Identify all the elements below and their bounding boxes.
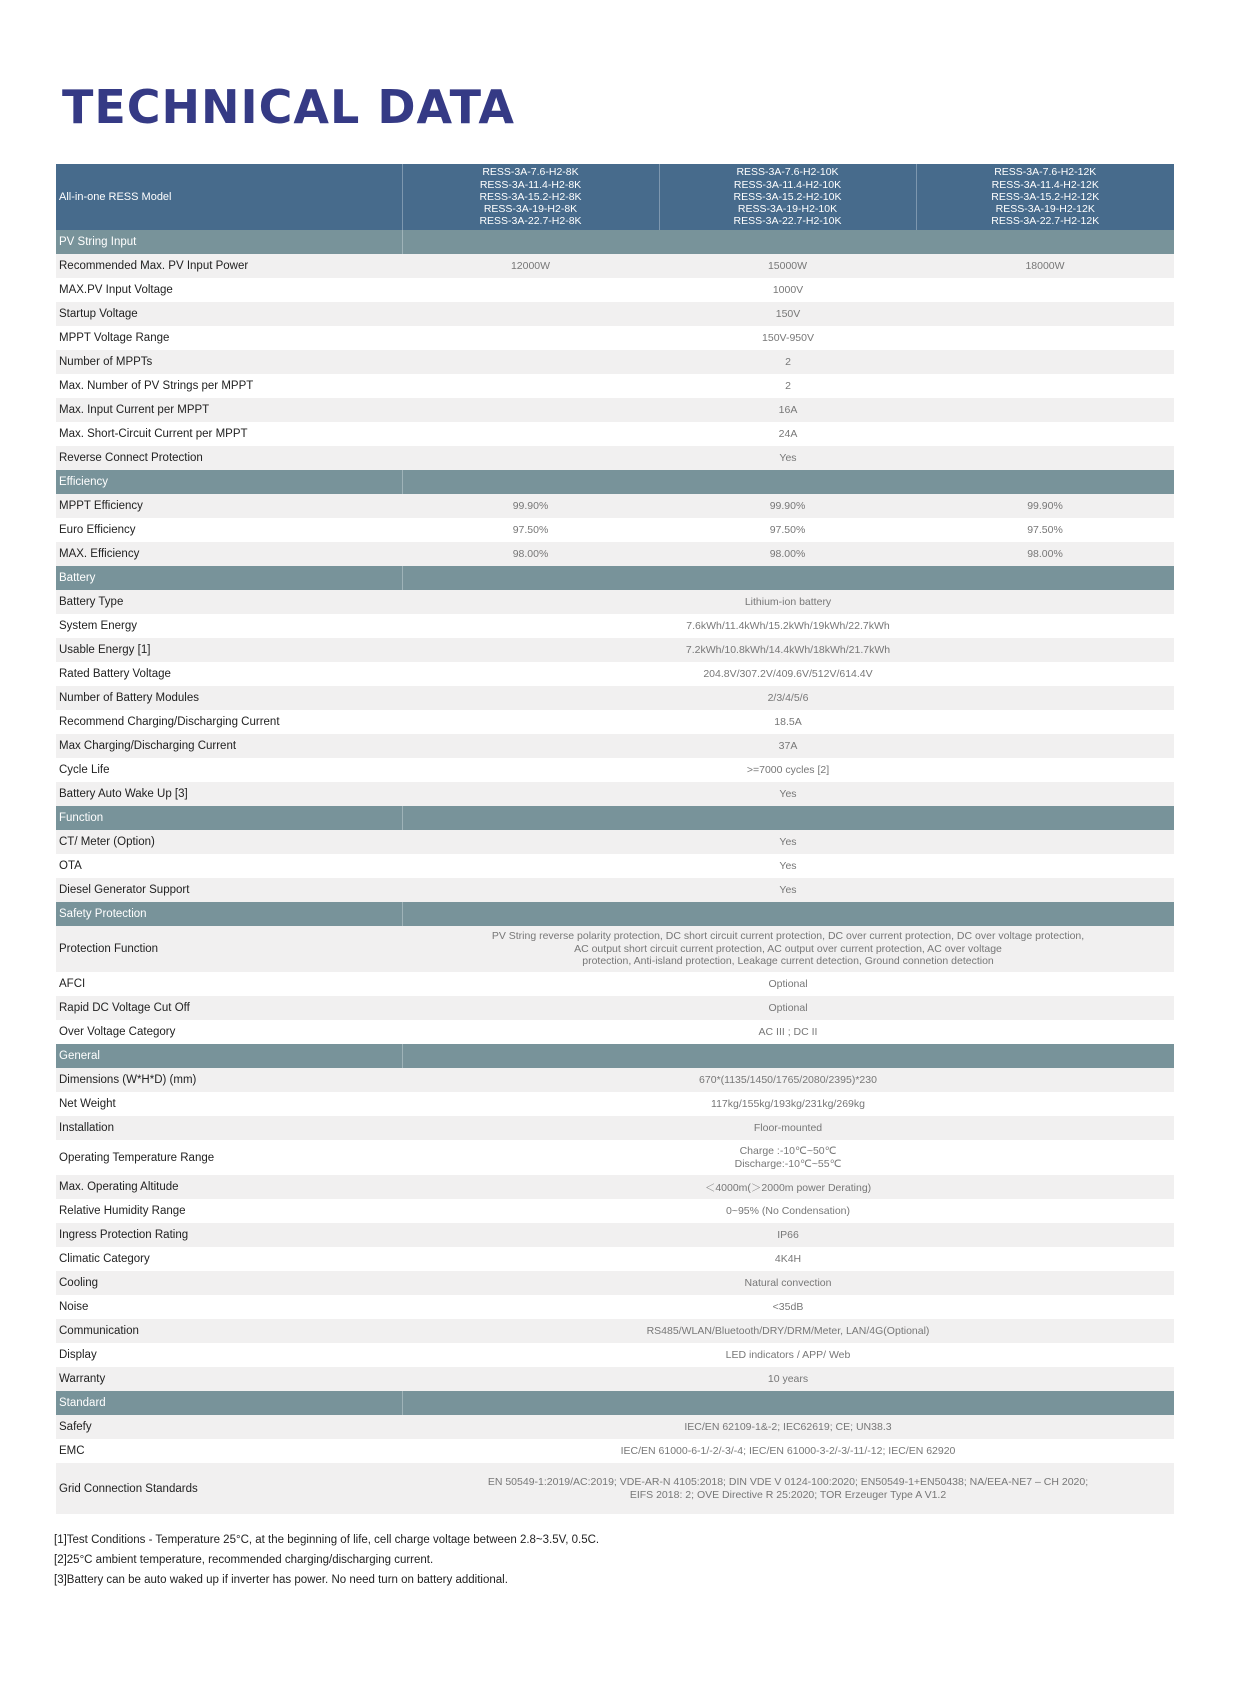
spec-label: Max. Operating Altitude	[56, 1175, 402, 1199]
spec-value: IEC/EN 62109-1&-2; IEC62619; CE; UN38.3	[402, 1415, 1174, 1439]
table-row	[56, 1271, 1174, 1295]
spec-label: Max. Input Current per MPPT	[56, 398, 402, 422]
spec-value: Yes	[402, 446, 1174, 470]
model-column-8k: RESS-3A-7.6-H2-8K RESS-3A-11.4-H2-8K RESS-3A-15.2-H2-8K RESS-3A-19-H2-8K RESS-3A-22.7-H2-8K	[402, 164, 659, 230]
spec-label: CT/ Meter (Option)	[56, 830, 402, 854]
spec-value: Yes	[402, 830, 1174, 854]
model-header-row	[56, 164, 1174, 230]
spec-label: Rated Battery Voltage	[59, 668, 171, 680]
spec-value: 12000W	[402, 254, 659, 278]
spec-value: Yes	[779, 860, 797, 872]
spec-value: 97.50%	[769, 524, 806, 536]
spec-value: 117kg/155kg/193kg/231kg/269kg	[711, 1098, 865, 1110]
spec-label: Recommend Charging/Discharging Current	[59, 716, 280, 728]
spec-label: Max. Number of PV Strings per MPPT	[59, 380, 254, 392]
section-header	[56, 1044, 1174, 1068]
spec-label: Usable Energy [1]	[56, 638, 402, 662]
spec-value: Optional	[768, 978, 808, 990]
table-row	[56, 1463, 1174, 1514]
table-row	[56, 1068, 1174, 1092]
spec-label: Diesel Generator Support	[56, 878, 402, 902]
spec-label: Net Weight	[59, 1098, 116, 1110]
table-row	[56, 830, 1174, 854]
table-row	[56, 996, 1174, 1020]
spec-label: Cooling	[56, 1271, 402, 1295]
spec-label: MAX.PV Input Voltage	[59, 284, 173, 296]
page-title: TECHNICAL DATA	[62, 80, 515, 134]
table-row	[56, 1223, 1174, 1247]
technical-data-table	[56, 164, 1174, 1514]
spec-label: Warranty	[56, 1367, 402, 1391]
table-row	[56, 542, 1174, 566]
spec-value: Floor-mounted	[402, 1116, 1174, 1140]
table-row	[56, 972, 1174, 996]
table-row	[56, 326, 1174, 350]
section-header	[56, 1391, 1174, 1415]
table-row	[56, 1415, 1174, 1439]
spec-value: 150V-950V	[762, 332, 814, 344]
spec-label: Grid Connection Standards	[56, 1463, 402, 1514]
spec-label: Noise	[59, 1301, 89, 1313]
section-header-fill	[402, 902, 1174, 926]
table-row	[56, 1319, 1174, 1343]
table-row	[56, 662, 1174, 686]
section-header	[56, 566, 1174, 590]
section-header	[56, 902, 1174, 926]
footnotes	[54, 1530, 599, 1590]
table-row	[56, 1247, 1174, 1271]
spec-value: 98.00%	[659, 542, 916, 566]
spec-label: Battery Auto Wake Up [3]	[56, 782, 402, 806]
table-row	[56, 398, 1174, 422]
table-row	[56, 518, 1174, 542]
spec-label: Safefy	[56, 1415, 402, 1439]
spec-label: System Energy	[59, 620, 137, 632]
spec-label: Installation	[56, 1116, 402, 1140]
spec-value: 99.90%	[659, 494, 916, 518]
spec-value: Optional	[402, 996, 1174, 1020]
spec-value: 15000W	[659, 254, 916, 278]
table-row	[56, 638, 1174, 662]
spec-value: Yes	[402, 782, 1174, 806]
section-header	[56, 230, 1174, 254]
spec-label: MPPT Efficiency	[56, 494, 402, 518]
spec-value: 10 years	[402, 1367, 1174, 1391]
spec-label: Operating Temperature Range	[59, 1151, 215, 1164]
spec-value: 2	[402, 350, 1174, 374]
section-header-fill	[402, 1391, 1174, 1415]
table-row	[56, 278, 1174, 302]
spec-label: Euro Efficiency	[59, 524, 136, 536]
table-row	[56, 1020, 1174, 1044]
spec-value: 16A	[402, 398, 1174, 422]
spec-label: Number of MPPTs	[56, 350, 402, 374]
spec-label: Max Charging/Discharging Current	[56, 734, 402, 758]
footnote: [3]Battery can be auto waked up if inverter has power. No need turn on battery additional.	[54, 1574, 508, 1586]
spec-label: Battery Type	[56, 590, 402, 614]
spec-label: Recommended Max. PV Input Power	[56, 254, 402, 278]
table-row	[56, 422, 1174, 446]
table-row	[56, 1116, 1174, 1140]
spec-value: Charge :-10℃~50℃ Discharge:-10℃~55℃	[734, 1145, 842, 1170]
spec-label: EMC	[59, 1445, 85, 1457]
table-row	[56, 1367, 1174, 1391]
section-title: Function	[56, 806, 402, 830]
model-column-12k: RESS-3A-7.6-H2-12K RESS-3A-11.4-H2-12K RESS-3A-15.2-H2-12K RESS-3A-19-H2-12K RESS-3A-22.7-H2-12K	[916, 164, 1174, 230]
spec-label: Communication	[56, 1319, 402, 1343]
footnote: [2]25°C ambient temperature, recommended charging/discharging current.	[54, 1554, 434, 1566]
table-row	[56, 590, 1174, 614]
section-title: Standard	[56, 1391, 402, 1415]
section-title: Efficiency	[56, 470, 402, 494]
spec-value: EN 50549-1:2019/AC:2019; VDE-AR-N 4105:2018; DIN VDE V 0124-100:2020; EN50549-1+EN50438; NA/EEA-NE7 – CH 2020; EIFS 2018: 2; OVE Directive R 25:2020; TOR Erzeuger Type A V1.2	[402, 1463, 1174, 1514]
table-row	[56, 686, 1174, 710]
spec-label: Rapid DC Voltage Cut Off	[56, 996, 402, 1020]
section-title: PV String Input	[56, 230, 402, 254]
table-row	[56, 734, 1174, 758]
spec-value: 670*(1135/1450/1765/2080/2395)*230	[402, 1068, 1174, 1092]
section-header-fill	[402, 806, 1174, 830]
spec-value: 37A	[402, 734, 1174, 758]
spec-value: IP66	[402, 1223, 1174, 1247]
table-row	[56, 350, 1174, 374]
spec-value: >=7000 cycles [2]	[746, 764, 830, 776]
spec-value: 204.8V/307.2V/409.6V/512V/614.4V	[703, 668, 873, 680]
spec-value: PV String reverse polarity protection, DC short circuit current protection, DC over current protection, DC over voltage protection, AC output short circuit current protection, AC output over current protection, AC over voltage protection, Anti-island protection, Leakage current detection, Ground connetion detection	[402, 926, 1174, 972]
spec-value: 1000V	[772, 284, 804, 296]
table-row	[56, 710, 1174, 734]
spec-value: Yes	[402, 878, 1174, 902]
table-row	[56, 1092, 1174, 1116]
table-row	[56, 1199, 1174, 1223]
table-row	[56, 374, 1174, 398]
spec-value: Natural convection	[402, 1271, 1174, 1295]
spec-value: 99.90%	[402, 494, 659, 518]
model-column-10k: RESS-3A-7.6-H2-10K RESS-3A-11.4-H2-10K RESS-3A-15.2-H2-10K RESS-3A-19-H2-10K RESS-3A-22.7-H2-10K	[659, 164, 916, 230]
spec-value: 98.00%	[916, 542, 1174, 566]
section-header	[56, 806, 1174, 830]
spec-label: MPPT Voltage Range	[59, 332, 170, 344]
spec-value: 4K4H	[774, 1253, 802, 1265]
spec-value: 7.2kWh/10.8kWh/14.4kWh/18kWh/21.7kWh	[402, 638, 1174, 662]
spec-value: 0~95% (No Condensation)	[725, 1205, 851, 1217]
model-header-label: All-in-one RESS Model	[56, 164, 402, 230]
table-row	[56, 758, 1174, 782]
spec-value: <35dB	[772, 1301, 804, 1313]
spec-value: 7.6kWh/11.4kWh/15.2kWh/19kWh/22.7kWh	[686, 620, 890, 632]
spec-label: Cycle Life	[59, 764, 110, 776]
table-row	[56, 1175, 1174, 1199]
spec-label: Startup Voltage	[56, 302, 402, 326]
table-row	[56, 1343, 1174, 1367]
section-header-fill	[402, 1044, 1174, 1068]
spec-label: MAX. Efficiency	[56, 542, 402, 566]
spec-label: Protection Function	[56, 926, 402, 972]
spec-value: ＜4000m(＞2000m power Derating)	[402, 1175, 1174, 1199]
spec-label: Over Voltage Category	[59, 1026, 176, 1038]
spec-label: OTA	[59, 860, 82, 872]
spec-value: 150V	[402, 302, 1174, 326]
table-row	[56, 782, 1174, 806]
table-row	[56, 254, 1174, 278]
section-title: Safety Protection	[56, 902, 402, 926]
section-header	[56, 470, 1174, 494]
table-row	[56, 494, 1174, 518]
spec-value: 99.90%	[916, 494, 1174, 518]
spec-value: 2	[785, 380, 791, 392]
table-row	[56, 614, 1174, 638]
table-row	[56, 1295, 1174, 1319]
spec-value: 97.50%	[512, 524, 549, 536]
table-row	[56, 1140, 1174, 1175]
section-header-fill	[402, 230, 1174, 254]
section-title: Battery	[56, 566, 402, 590]
spec-value: IEC/EN 61000-6-1/-2/-3/-4; IEC/EN 61000-3-2/-3/-11/-12; IEC/EN 62920	[620, 1445, 956, 1457]
spec-label: Climatic Category	[59, 1253, 150, 1265]
spec-value: 98.00%	[402, 542, 659, 566]
spec-value: 97.50%	[1027, 524, 1063, 536]
table-row	[56, 1439, 1174, 1463]
section-header-fill	[402, 470, 1174, 494]
spec-value: 18.5A	[774, 716, 802, 728]
spec-value: RS485/WLAN/Bluetooth/DRY/DRM/Meter, LAN/4G(Optional)	[402, 1319, 1174, 1343]
spec-value: 2/3/4/5/6	[402, 686, 1174, 710]
table-row	[56, 854, 1174, 878]
spec-label: Ingress Protection Rating	[56, 1223, 402, 1247]
spec-value: AC III ; DC II	[758, 1026, 818, 1038]
spec-label: Max. Short-Circuit Current per MPPT	[59, 428, 248, 440]
spec-label: Display	[59, 1349, 97, 1361]
footnote: [1]Test Conditions - Temperature 25°C, at the beginning of life, cell charge voltage between 2.8~3.5V, 0.5C.	[54, 1534, 600, 1546]
spec-label: Reverse Connect Protection	[56, 446, 402, 470]
table-row	[56, 446, 1174, 470]
spec-label: AFCI	[59, 978, 86, 990]
spec-label: Number of Battery Modules	[56, 686, 402, 710]
spec-value: Lithium-ion battery	[402, 590, 1174, 614]
section-header-fill	[402, 566, 1174, 590]
spec-label: Relative Humidity Range	[59, 1205, 186, 1217]
table-row	[56, 926, 1174, 972]
table-row	[56, 878, 1174, 902]
table-row	[56, 302, 1174, 326]
spec-value: LED indicators / APP/ Web	[725, 1349, 851, 1361]
section-title: General	[56, 1044, 402, 1068]
spec-value: 24A	[778, 428, 798, 440]
spec-value: 18000W	[916, 254, 1174, 278]
spec-label: Dimensions (W*H*D) (mm)	[56, 1068, 402, 1092]
